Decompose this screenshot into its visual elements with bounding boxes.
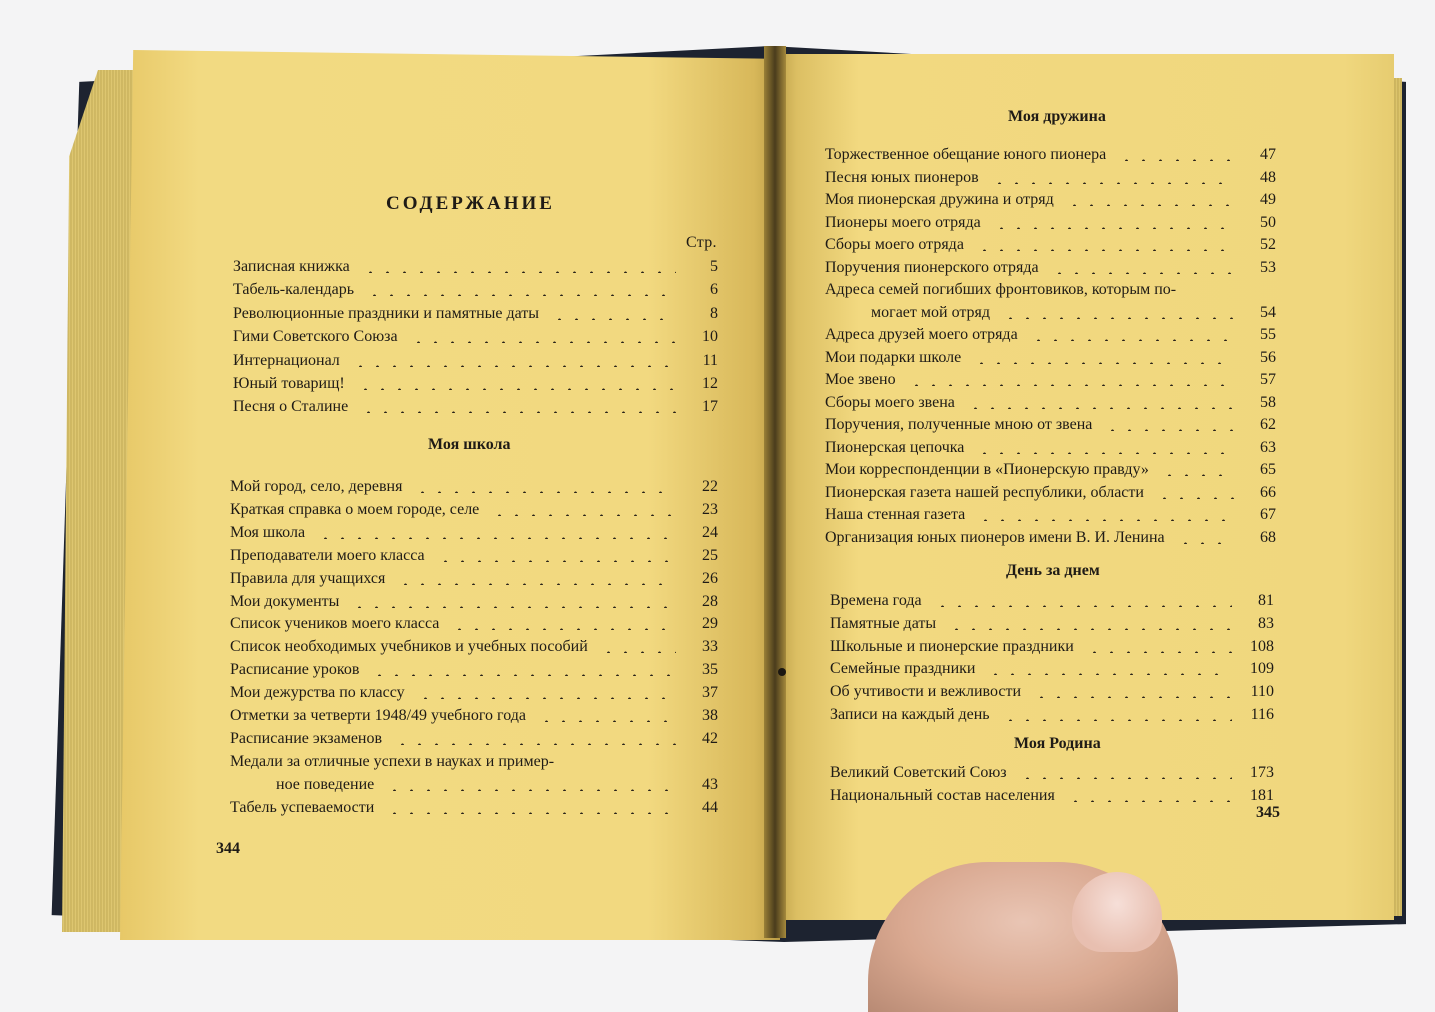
toc-entry-title: Юный товарищ! bbox=[233, 375, 345, 392]
toc-entry-page: 8 bbox=[710, 304, 718, 322]
toc-entry-page: 17 bbox=[702, 398, 718, 416]
toc-entry-page: 108 bbox=[1250, 637, 1274, 655]
dot-leader bbox=[934, 605, 1232, 607]
toc-entry bbox=[830, 660, 1280, 682]
toc-entry bbox=[233, 305, 724, 327]
toc-entry-page: 44 bbox=[702, 798, 718, 816]
toc-entry bbox=[230, 547, 724, 569]
fingernail bbox=[1072, 872, 1162, 952]
toc-entry-title: Табель-календарь bbox=[233, 281, 355, 299]
toc-entry-title: Песня о Сталине bbox=[233, 398, 349, 416]
toc-entry-title: Моя пионерская дружина и отряд bbox=[825, 191, 1054, 208]
toc-entry-title: Медали за отличные успехи в науках и пример- bbox=[230, 752, 555, 770]
toc-entry bbox=[830, 706, 1280, 728]
dot-leader bbox=[1030, 339, 1234, 341]
toc-entry-page: 67 bbox=[1260, 506, 1276, 523]
toc-entry-title: Памятные даты bbox=[830, 614, 937, 632]
toc-entry-page: 29 bbox=[702, 615, 718, 633]
toc-entry bbox=[230, 776, 724, 798]
toc-entry-title: Мои корреспонденции в «Пионерскую правду» bbox=[825, 461, 1149, 478]
toc-entry bbox=[825, 349, 1282, 371]
toc-entry bbox=[230, 753, 724, 775]
toc-entry-title: Список необходимых учебников и учебных пособий bbox=[230, 638, 588, 656]
toc-entry-title: Торжественное обещание юного пионера bbox=[825, 146, 1107, 163]
toc-entry-page: 56 bbox=[1260, 348, 1276, 366]
toc-entry bbox=[825, 371, 1282, 393]
toc-entry bbox=[825, 304, 1282, 326]
toc-entry-title: ное поведение bbox=[276, 775, 375, 793]
toc-entry-title: Адреса друзей моего отряда bbox=[825, 326, 1018, 343]
dot-leader bbox=[977, 519, 1234, 521]
toc-entry bbox=[230, 501, 724, 523]
toc-entry bbox=[230, 570, 724, 592]
dot-leader bbox=[967, 407, 1234, 409]
toc-entry-page: 58 bbox=[1260, 393, 1276, 411]
toc-entry bbox=[230, 799, 724, 821]
toc-entry-title: Пионерская цепочка bbox=[825, 438, 965, 456]
toc-entry-title: Гими Советского Союза bbox=[233, 328, 398, 346]
toc-entry-page: 35 bbox=[702, 661, 718, 679]
toc-entry-page: 54 bbox=[1260, 303, 1276, 321]
toc-entry-page: 10 bbox=[702, 328, 718, 346]
toc-entry bbox=[825, 214, 1282, 236]
dot-leader bbox=[397, 583, 676, 585]
dot-leader bbox=[1033, 696, 1232, 698]
toc-entry-page: 57 bbox=[1260, 371, 1276, 388]
toc-entry bbox=[825, 236, 1282, 258]
toc-entry-title: Мое звено bbox=[825, 371, 896, 388]
dot-leader bbox=[1002, 317, 1234, 319]
dot-leader bbox=[1019, 777, 1232, 779]
dot-leader bbox=[973, 362, 1234, 364]
toc-entry bbox=[825, 416, 1282, 438]
toc-entry bbox=[825, 394, 1282, 416]
toc-entry-page: 55 bbox=[1260, 326, 1276, 343]
dot-leader bbox=[600, 651, 676, 653]
toc-entry bbox=[230, 684, 724, 706]
toc-entry-title: Расписание экзаменов bbox=[230, 729, 383, 747]
toc-entry-page: 5 bbox=[710, 258, 718, 275]
toc-entry-page: 49 bbox=[1260, 191, 1276, 208]
heading-my-school: Моя школа bbox=[428, 436, 511, 453]
toc-entry-page: 6 bbox=[710, 281, 718, 299]
dot-leader bbox=[991, 182, 1234, 184]
toc-entry bbox=[230, 478, 724, 500]
toc-entry-page: 25 bbox=[702, 546, 718, 564]
toc-entry bbox=[233, 375, 724, 397]
toc-entry-page: 11 bbox=[702, 351, 718, 369]
toc-entry-title: Об учтивости и вежливости bbox=[830, 683, 1022, 701]
toc-entry bbox=[825, 281, 1282, 303]
dot-leader bbox=[1104, 429, 1234, 431]
toc-entry-title: Пионеры моего отряда bbox=[825, 213, 981, 231]
toc-entry-title: Семейные праздники bbox=[830, 660, 976, 678]
toc-entry-page: 116 bbox=[1250, 706, 1274, 723]
heading-my-squad: Моя дружина bbox=[1008, 108, 1106, 125]
dot-leader bbox=[1086, 651, 1232, 653]
toc-entry-page: 52 bbox=[1260, 236, 1276, 253]
dot-leader bbox=[976, 249, 1234, 251]
toc-entry-title: Мой город, село, деревня bbox=[230, 478, 403, 495]
toc-entry-title: Великий Советский Союз bbox=[830, 764, 1007, 781]
toc-entry bbox=[233, 398, 724, 420]
toc-entry-title: Список учеников моего класса bbox=[230, 615, 440, 633]
toc-entry-title: Революционные праздники и памятные даты bbox=[233, 304, 540, 322]
toc-entry bbox=[230, 707, 724, 729]
toc-entry-page: 109 bbox=[1250, 660, 1274, 678]
dot-leader bbox=[437, 560, 676, 562]
dot-leader bbox=[386, 812, 676, 814]
dot-leader bbox=[1156, 497, 1234, 499]
dot-leader bbox=[948, 628, 1232, 630]
toc-entry-title: Записная книжка bbox=[233, 258, 350, 275]
toc-entry-page: 110 bbox=[1250, 683, 1274, 701]
dot-leader bbox=[410, 341, 676, 343]
toc-entry-title: Школьные и пионерские праздники bbox=[830, 637, 1074, 655]
dot-leader bbox=[414, 491, 676, 493]
dot-leader bbox=[352, 365, 676, 367]
toc-entry-page: 22 bbox=[702, 478, 718, 495]
dot-leader bbox=[1177, 542, 1234, 544]
toc-entry-title: Организация юных пионеров имени В. И. Ленина bbox=[825, 528, 1165, 546]
toc-entry bbox=[230, 638, 724, 660]
dot-leader bbox=[386, 789, 676, 791]
toc-entry bbox=[230, 661, 724, 683]
toc-entry-page: 42 bbox=[702, 729, 718, 747]
dot-leader bbox=[351, 606, 676, 608]
toc-entry-title: Пионерская газета нашей республики, области bbox=[825, 483, 1144, 501]
dot-leader bbox=[1066, 204, 1234, 206]
toc-entry-page: 43 bbox=[702, 775, 718, 793]
toc-entry bbox=[230, 593, 724, 615]
dot-leader bbox=[993, 227, 1234, 229]
dot-leader bbox=[362, 271, 676, 273]
toc-entry bbox=[233, 281, 724, 303]
toc-entry-page: 33 bbox=[702, 638, 718, 656]
heading-my-homeland: Моя Родина bbox=[1014, 735, 1101, 752]
toc-entry-page: 62 bbox=[1260, 416, 1276, 433]
toc-entry bbox=[830, 764, 1280, 786]
toc-entry-page: 65 bbox=[1260, 461, 1276, 478]
toc-entry-title: могает мой отряд bbox=[871, 303, 991, 321]
toc-entry-title: Сборы моего звена bbox=[825, 393, 955, 411]
dot-leader bbox=[908, 384, 1234, 386]
left-page-number: 344 bbox=[216, 840, 240, 857]
toc-entry-page: 28 bbox=[702, 592, 718, 610]
toc-entry-page: 37 bbox=[702, 684, 718, 702]
toc-entry-title: Поручения, полученные мною от звена bbox=[825, 416, 1093, 433]
toc-entry-page: 83 bbox=[1258, 614, 1274, 632]
toc-entry bbox=[233, 258, 724, 280]
dot-leader bbox=[1051, 272, 1234, 274]
toc-entry bbox=[830, 592, 1280, 614]
book-gutter bbox=[764, 46, 786, 938]
toc-entry bbox=[830, 615, 1280, 637]
toc-entry-title: Песня юных пионеров bbox=[825, 168, 979, 186]
toc-entry-page: 173 bbox=[1250, 764, 1274, 781]
toc-entry-title: Национальный состав населения bbox=[830, 786, 1055, 804]
page-column-label: Стр. bbox=[686, 234, 717, 251]
toc-entry-page: 50 bbox=[1260, 213, 1276, 231]
dot-leader bbox=[317, 537, 676, 539]
right-page-number: 345 bbox=[1256, 804, 1280, 821]
dot-leader bbox=[417, 697, 676, 699]
toc-entry-page: 26 bbox=[702, 569, 718, 587]
toc-entry-title: Краткая справка о моем городе, селе bbox=[230, 500, 480, 518]
toc-entry-title: Правила для учащихся bbox=[230, 569, 386, 587]
dot-leader bbox=[976, 452, 1234, 454]
toc-entry bbox=[825, 529, 1282, 551]
toc-entry bbox=[233, 352, 724, 374]
dot-leader bbox=[1161, 474, 1234, 476]
toc-entry bbox=[825, 191, 1282, 213]
toc-entry-page: 38 bbox=[702, 707, 718, 724]
dot-leader bbox=[357, 388, 676, 390]
toc-entry-title: Расписание уроков bbox=[230, 661, 360, 679]
toc-entry-title: Мои документы bbox=[230, 592, 340, 610]
toc-entry bbox=[825, 484, 1282, 506]
dot-leader bbox=[538, 720, 676, 722]
toc-entry-title: Моя школа bbox=[230, 523, 306, 541]
toc-entry-page: 63 bbox=[1260, 438, 1276, 456]
toc-entry-title: Мои дежурства по классу bbox=[230, 684, 405, 702]
toc-entry bbox=[825, 461, 1282, 483]
toc-entry bbox=[830, 638, 1280, 660]
toc-entry-title: Времена года bbox=[830, 592, 922, 609]
toc-entry-page: 181 bbox=[1250, 786, 1274, 804]
toc-entry-page: 53 bbox=[1260, 258, 1276, 276]
toc-entry bbox=[830, 787, 1280, 809]
toc-entry-page: 24 bbox=[702, 523, 718, 541]
toc-entry bbox=[230, 615, 724, 637]
toc-entry bbox=[825, 169, 1282, 191]
toc-entry-page: 12 bbox=[702, 375, 718, 392]
ink-mark bbox=[778, 668, 786, 676]
toc-entry-title: Записи на каждый день bbox=[830, 706, 990, 723]
dot-leader bbox=[1067, 800, 1232, 802]
toc-entry-title: Отметки за четверти 1948/49 учебного года bbox=[230, 707, 526, 724]
dot-leader bbox=[366, 294, 676, 296]
toc-entry bbox=[825, 326, 1282, 348]
toc-entry bbox=[825, 146, 1282, 168]
toc-entry-page: 48 bbox=[1260, 168, 1276, 186]
dot-leader bbox=[551, 318, 676, 320]
toc-entry bbox=[825, 506, 1282, 528]
toc-entry bbox=[233, 328, 724, 350]
contents-title: СОДЕРЖАНИЕ bbox=[386, 193, 555, 214]
toc-entry-title: Наша стенная газета bbox=[825, 506, 966, 523]
dot-leader bbox=[371, 674, 676, 676]
toc-entry-title: Адреса семей погибших фронтовиков, которым по- bbox=[825, 281, 1177, 298]
toc-entry bbox=[825, 439, 1282, 461]
toc-entry-title: Интернационал bbox=[233, 351, 340, 369]
toc-entry-page: 66 bbox=[1260, 483, 1276, 501]
dot-leader bbox=[1118, 159, 1234, 161]
toc-entry-title: Преподаватели моего класса bbox=[230, 546, 425, 564]
dot-leader bbox=[1002, 719, 1232, 721]
toc-entry-page: 47 bbox=[1260, 146, 1276, 163]
toc-entry-page: 81 bbox=[1258, 592, 1274, 609]
toc-entry bbox=[825, 259, 1282, 281]
toc-entry-page: 68 bbox=[1260, 528, 1276, 546]
toc-entry bbox=[830, 683, 1280, 705]
dot-leader bbox=[987, 673, 1232, 675]
toc-entry-title: Мои подарки школе bbox=[825, 348, 962, 366]
toc-entry bbox=[230, 730, 724, 752]
toc-entry-page: 23 bbox=[702, 500, 718, 518]
dot-leader bbox=[360, 411, 676, 413]
toc-entry bbox=[230, 524, 724, 546]
dot-leader bbox=[394, 743, 676, 745]
toc-entry-title: Табель успеваемости bbox=[230, 798, 375, 816]
toc-entry-title: Поручения пионерского отряда bbox=[825, 258, 1039, 276]
heading-day-by-day: День за днем bbox=[1006, 562, 1100, 579]
toc-entry-title: Сборы моего отряда bbox=[825, 236, 964, 253]
dot-leader bbox=[451, 628, 676, 630]
dot-leader bbox=[491, 514, 676, 516]
